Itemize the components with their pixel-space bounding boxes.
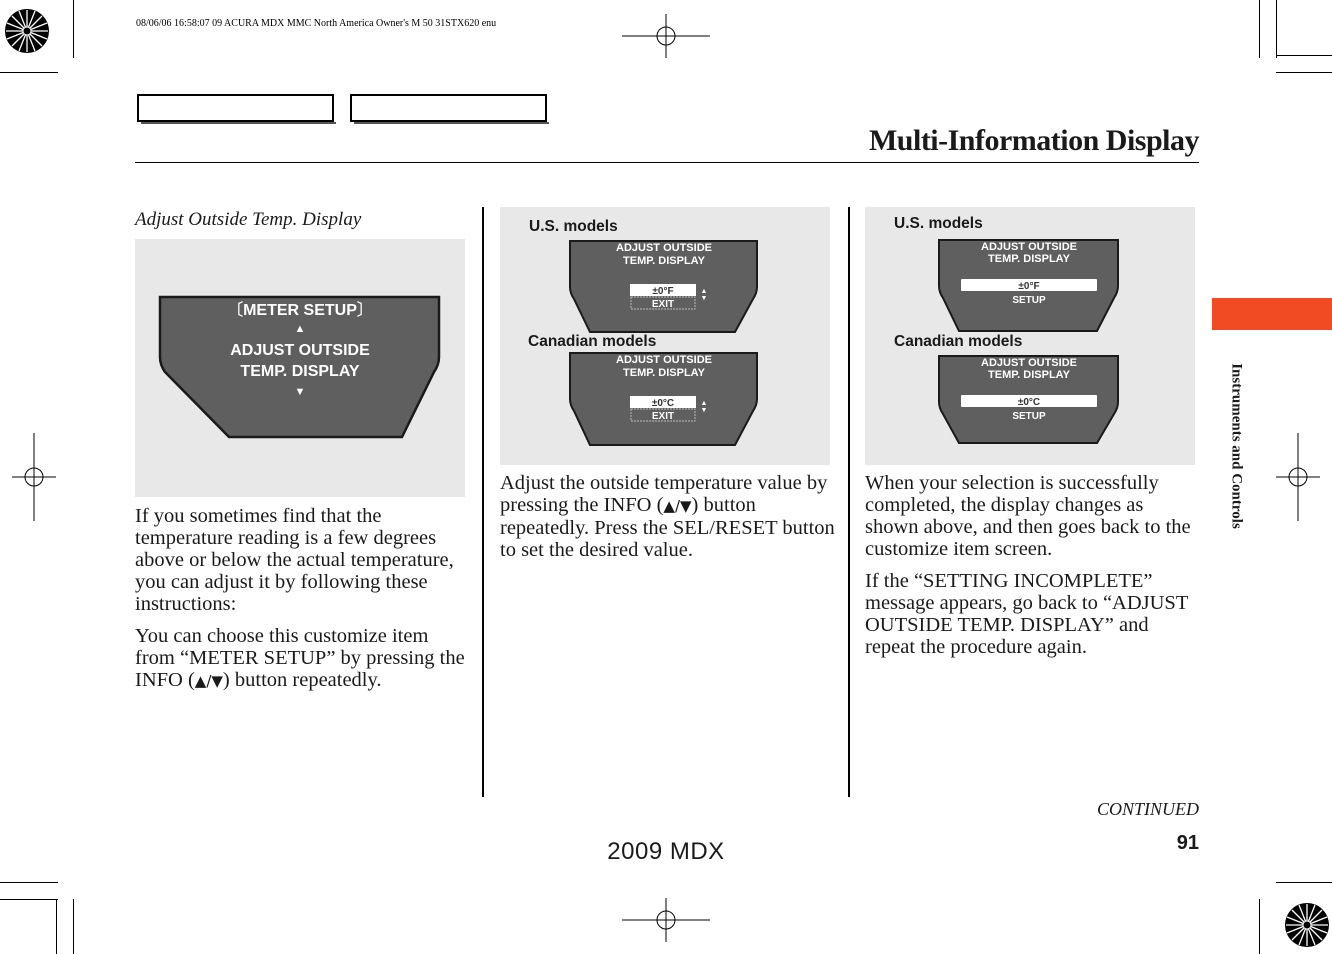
us-models-label: U.S. models [894, 215, 983, 232]
up-down-arrow-icon: ▲ [700, 400, 708, 407]
section-tab[interactable] [1212, 298, 1332, 330]
value-readout: ±0°F [1018, 281, 1040, 292]
svg-text:ADJUST OUTSIDE: ADJUST OUTSIDE [981, 357, 1077, 369]
section-label: Instruments and Controls [1228, 362, 1245, 529]
up-down-arrow-icon: ▲/▼ [663, 497, 692, 515]
setup-confirm-figure [865, 207, 1195, 465]
paragraph: If you sometimes find that the temperature reading is a few degrees above or below the actual temperature, you can adjust it by following these instructions: [135, 505, 454, 615]
meter-setup-figure [135, 239, 465, 497]
paragraph: If the “SETTING INCOMPLETE” message appears, go back to “ADJUST OUTSIDE TEMP. DISPLAY” and repeat the procedure again. [865, 570, 1188, 658]
paragraph: You can choose this customize item from “METER SETUP” by pressing the INFO (▲/▼) button repeatedly. [135, 625, 465, 691]
svg-text:ADJUST OUTSIDE: ADJUST OUTSIDE [616, 354, 712, 366]
down-arrow-icon: ▼ [294, 386, 306, 398]
registration-wheel-icon [1282, 900, 1332, 950]
continued-label: CONTINUED [1096, 799, 1199, 819]
svg-text:TEMP. DISPLAY: TEMP. DISPLAY [623, 255, 705, 267]
col3-text [865, 472, 1200, 668]
adjust-value-figure [500, 207, 830, 465]
footer-model: 2009 MDX [607, 838, 725, 865]
us-models-label: U.S. models [529, 218, 618, 235]
up-down-arrow-icon: ▲/▼ [194, 672, 223, 690]
page-title: Multi-Information Display [868, 124, 1199, 157]
column-divider [482, 207, 484, 797]
svg-text:ADJUST OUTSIDE: ADJUST OUTSIDE [616, 242, 712, 254]
setup-label: SETUP [1012, 295, 1046, 306]
svg-text:ADJUST OUTSIDE: ADJUST OUTSIDE [981, 241, 1077, 253]
col2-text [500, 472, 835, 571]
paragraph: When your selection is successfully completed, the display changes as shown above, and then goes back to the customize item screen. [865, 472, 1191, 560]
value-readout: ±0°C [1017, 397, 1041, 408]
crosshair-icon [622, 898, 710, 942]
up-down-arrow-icon: ▼ [700, 407, 708, 414]
nav-tab-box[interactable] [350, 94, 547, 122]
section-heading: Adjust Outside Temp. Display [135, 209, 362, 230]
canadian-models-label: Canadian models [528, 333, 657, 350]
nav-tab-box[interactable] [137, 94, 334, 122]
exit-label: EXIT [651, 411, 675, 422]
up-down-arrow-icon: ▲ [700, 288, 708, 295]
registration-wheel-icon [2, 6, 52, 56]
svg-text:TEMP. DISPLAY: TEMP. DISPLAY [623, 367, 705, 379]
crosshair-icon [622, 14, 710, 58]
svg-text:TEMP. DISPLAY: TEMP. DISPLAY [988, 369, 1070, 381]
screen-line: TEMP. DISPLAY [240, 363, 360, 380]
title-divider [135, 162, 1199, 163]
col1-text [135, 505, 470, 702]
print-metadata: 08/06/06 16:58:07 09 ACURA MDX MMC North America Owner's M 50 31STX620 enu [136, 18, 497, 29]
setup-label: SETUP [1012, 411, 1046, 422]
page-number: 91 [1176, 832, 1199, 854]
crosshair-icon [12, 433, 56, 521]
up-down-arrow-icon: ▼ [700, 295, 708, 302]
paragraph: Adjust the outside temperature value by pressing the INFO (▲/▼) button repeatedly. Press the SEL/RESET button to set the desired value. [500, 472, 835, 561]
column-divider [848, 207, 850, 797]
screen-title: 〔METER SETUP〕 [227, 302, 373, 319]
value-readout: ±0°F [652, 286, 674, 297]
up-arrow-icon: ▲ [294, 323, 306, 335]
canadian-models-label: Canadian models [894, 333, 1023, 350]
svg-text:TEMP. DISPLAY: TEMP. DISPLAY [988, 253, 1070, 265]
crosshair-icon [1276, 433, 1320, 521]
value-readout: ±0°C [651, 398, 675, 409]
screen-line: ADJUST OUTSIDE [230, 342, 370, 359]
exit-label: EXIT [651, 299, 675, 310]
